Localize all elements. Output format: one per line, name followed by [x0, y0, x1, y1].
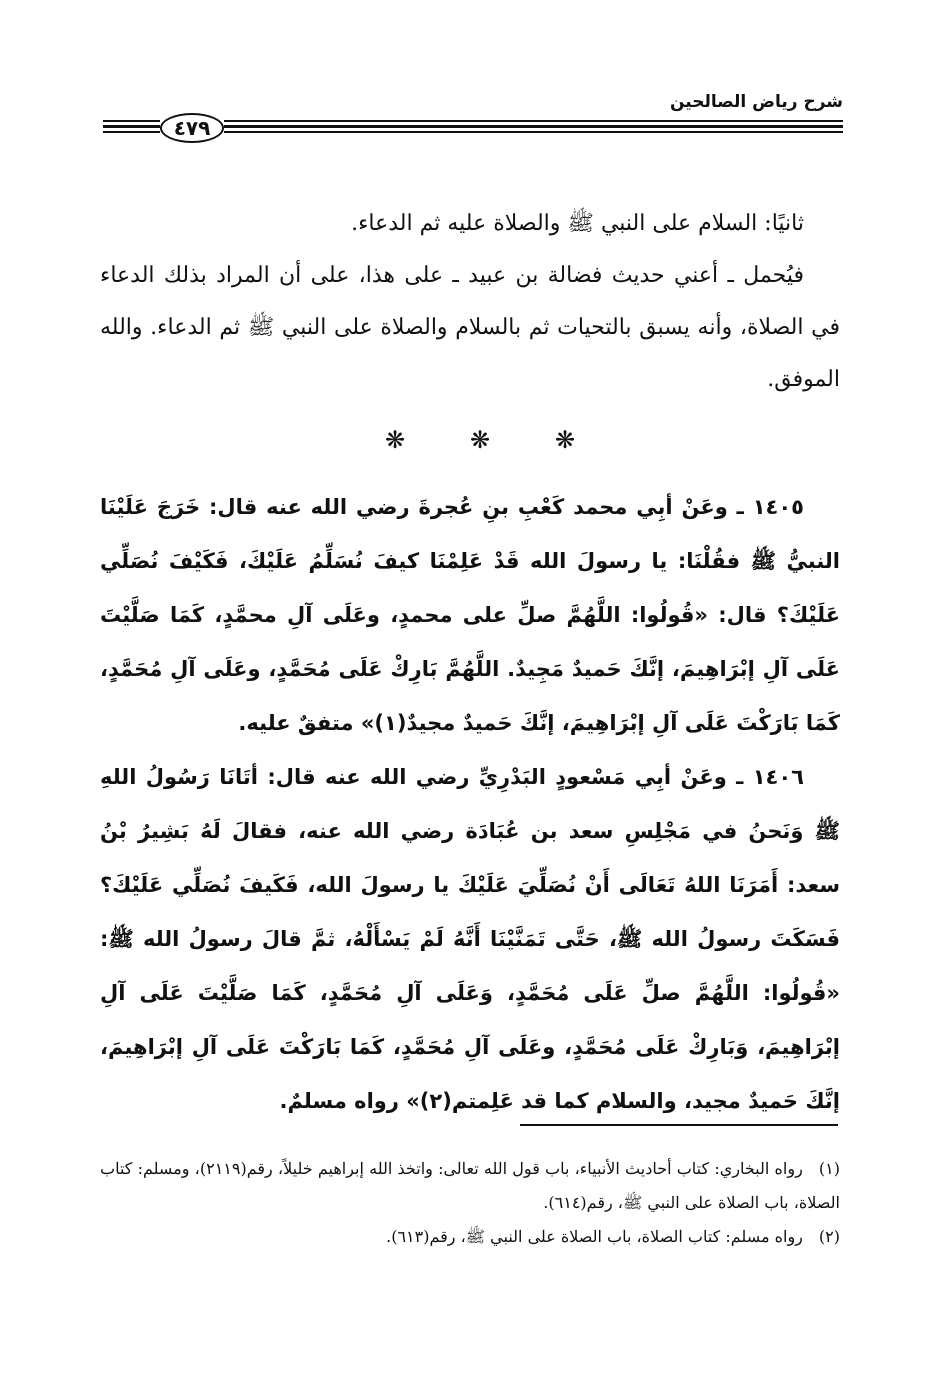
- hadith-1406: ١٤٠٦ ـ وعَنْ أبِي مَسْعودٍ البَدْرِيِّ رضي الله عنه قال: أتَانَا رَسُولُ اللهِ ﷺ وَنَحنُ في مَجْلِسِ سعد بن عُبَادَة رضي الله عنه، فقالَ لَهُ بَشِيرُ بْنُ سعد: أَمَرَنَا اللهُ تَعَالَى أَنْ نُصَلِّيَ عَلَيْكَ يا رسولَ الله، فَكَيفَ نُصَلِّي عَلَيْكَ؟ فَسَكَتَ رسولُ الله ﷺ، حَتَّى تَمَنَّيْنَا أَنَّهُ لَمْ يَسْأَلْهُ، ثمَّ قالَ رسولُ الله ﷺ: «قُولُوا: اللَّهُمَّ صلِّ عَلَى مُحَمَّدٍ، وَعَلَى آلِ مُحَمَّدٍ، كَمَا صَلَّيْتَ عَلَى آلِ إبْرَاهِيمَ، وَبَارِكْ عَلَى مُحَمَّدٍ، وعَلَى آلِ مُحَمَّدٍ، كَمَا بَارَكْتَ عَلَى آلِ إبْرَاهِيمَ، إنَّكَ حَميدٌ مجيد، والسلام كما قد عَلِمتم(٢)» رواه مسلمٌ.: [100, 765, 840, 1113]
- footnote-2: [100, 1220, 840, 1254]
- page-number: ٤٧٩: [160, 113, 224, 143]
- commentary-paragraph-2: فيُحمل ـ أعني حديث فضالة بن عبيد ـ على هذا، على أن المراد بذلك الدعاء في الصلاة، وأنه يسبق بالتحيات ثم بالسلام والصلاة على النبي ﷺ ثم الدعاء. والله الموفق.: [100, 263, 840, 392]
- hadith-1405: ١٤٠٥ ـ وعَنْ أبِي محمد كَعْبِ بنِ عُجرةَ رضي الله عنه قال: خَرَجَ عَلَيْنَا النبيُّ ﷺ فقُلْنَا: يا رسولَ الله قَدْ عَلِمْنَا كيفَ نُسَلِّمُ عَلَيْكَ، فَكَيْفَ نُصَلِّي عَلَيْكَ؟ قال: «قُولُوا: اللَّهُمَّ صلِّ على محمدٍ، وعَلَى آلِ محمَّدٍ، كَمَا صَلَّيْتَ عَلَى آلِ إبْرَاهِيمَ، إنَّكَ حَميدٌ مَجِيدٌ. اللَّهُمَّ بَارِكْ عَلَى مُحَمَّدٍ، وعَلَى آلِ مُحَمَّدٍ، كَمَا بَارَكْتَ عَلَى آلِ إبْرَاهِيمَ، إنَّكَ حَميدٌ مجيدٌ(١)» متفقٌ عليه.: [100, 495, 840, 735]
- footnote-1: [100, 1152, 840, 1220]
- header-rule-left: [103, 119, 160, 135]
- footnote-divider: [520, 1124, 838, 1126]
- commentary-paragraph-1: ثانيًا: السلام على النبي ﷺ والصلاة عليه ثم الدعاء.: [351, 211, 804, 236]
- footnotes: [100, 1152, 840, 1254]
- section-separator: [380, 426, 580, 454]
- separator-star-icon: ❋: [384, 426, 406, 454]
- commentary-block: [100, 198, 840, 406]
- footnote-1-text: رواه البخاري: كتاب أحاديث الأنبياء، باب قول الله تعالى: واتخذ الله إبراهيم خليلاً، رقم(٢١١٩)، ومسلم: كتاب الصلاة، باب الصلاة على النبي ﷺ، رقم(٦١٤).: [100, 1159, 840, 1212]
- separator-star-icon: ❋: [469, 426, 491, 454]
- header-rule-right: [224, 119, 843, 135]
- footnote-2-text: رواه مسلم: كتاب الصلاة، باب الصلاة على النبي ﷺ، رقم(٦١٣).: [386, 1227, 803, 1246]
- hadith-block: [100, 480, 840, 1128]
- footnote-1-number: (١): [818, 1159, 840, 1178]
- running-header-title: شرح رياض الصالحين: [669, 92, 843, 112]
- separator-star-icon: ❋: [554, 426, 576, 454]
- footnote-2-number: (٢): [818, 1227, 840, 1246]
